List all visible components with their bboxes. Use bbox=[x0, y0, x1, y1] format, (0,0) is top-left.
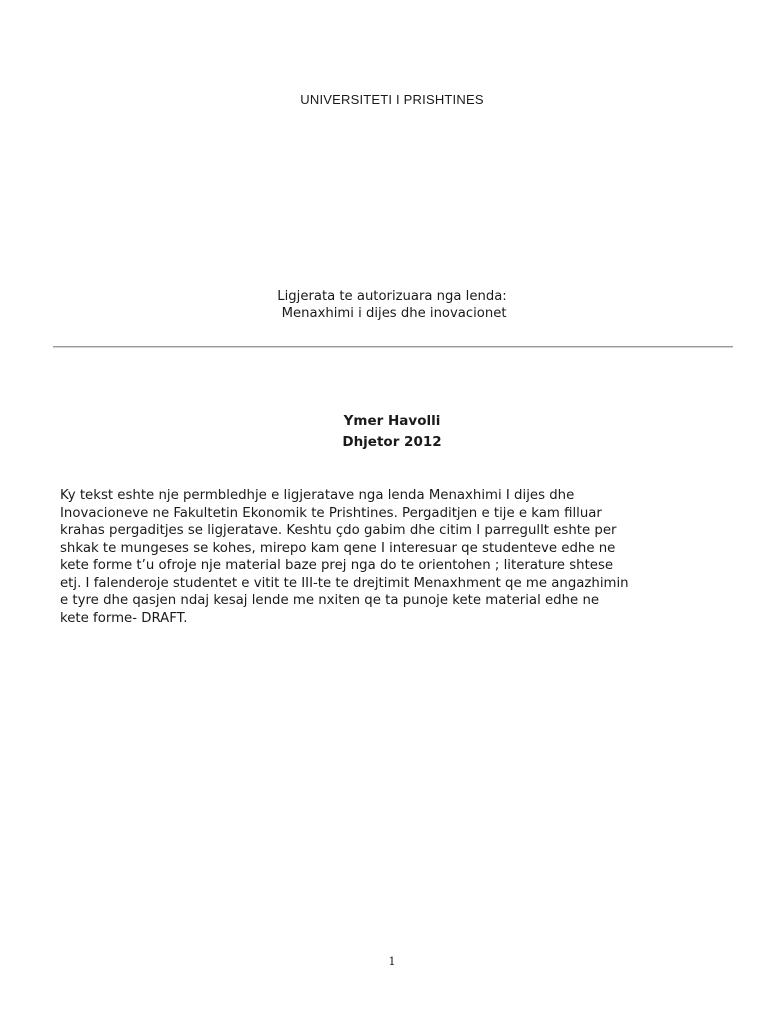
paragraph-line: kete forme- DRAFT. bbox=[60, 610, 188, 626]
horizontal-divider bbox=[53, 346, 733, 348]
page-number: 1 bbox=[388, 955, 396, 968]
intro-paragraph bbox=[60, 487, 732, 627]
paragraph-line: Inovacioneve ne Fakultetin Ekonomik te Prishtines. Pergaditjen e tije e kam filluar bbox=[60, 505, 602, 521]
lecture-subtitle bbox=[0, 288, 768, 322]
author-block bbox=[0, 411, 768, 453]
paragraph-line: krahas pergaditjes se ligjeratave. Keshtu çdo gabim dhe citim I parregullt eshte per bbox=[60, 523, 617, 538]
document-date: Dhjetor 2012 bbox=[342, 434, 442, 450]
paragraph-line: kete forme t’u ofroje nje material baze prej nga do te orientohen ; literature shtese bbox=[60, 558, 614, 573]
author-name: Ymer Havolli bbox=[343, 413, 441, 429]
paragraph-line: etj. I falenderoje studentet e vitit te III-te te drejtimit Menaxhment qe me angazhimin bbox=[60, 575, 629, 591]
paragraph-line: e tyre dhe qasjen ndaj kesaj lende me nxiten qe ta punoje kete material edhe ne bbox=[60, 593, 600, 608]
subtitle-line: Menaxhimi i dijes dhe inovacionet bbox=[277, 306, 507, 321]
university-heading: UNIVERSITETI I PRISHTINES bbox=[300, 92, 484, 107]
subtitle-line: Ligjerata te autorizuara nga lenda: bbox=[277, 289, 507, 304]
paragraph-line: Ky tekst eshte nje permbledhje e ligjeratave nga lenda Menaxhimi I dijes dhe bbox=[60, 488, 575, 503]
paragraph-line: shkak te mungeses se kohes, mirepo kam qene I interesuar qe studenteve edhe ne bbox=[60, 540, 616, 556]
